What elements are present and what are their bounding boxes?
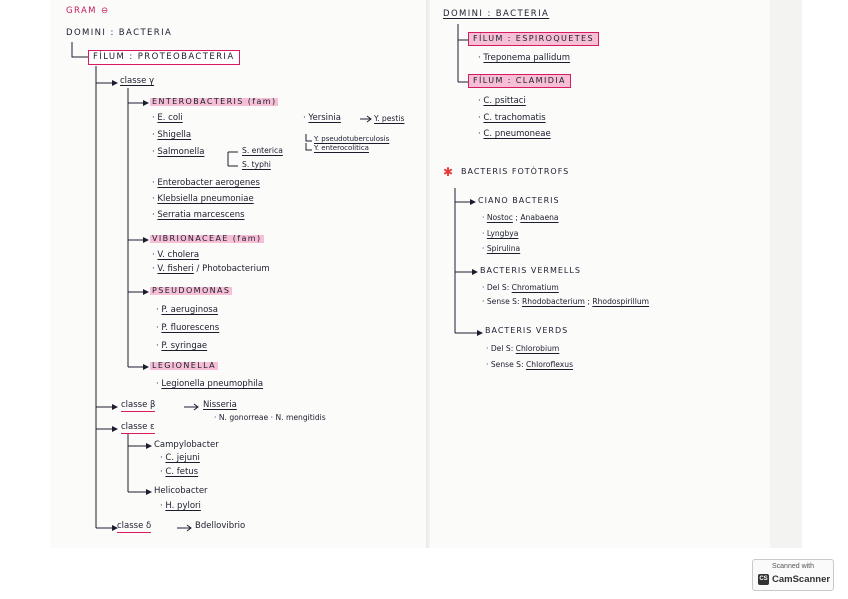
vibrionaceae-title: VIBRIONACEAE (fam) — [152, 234, 262, 243]
right-phylum-branches — [458, 24, 468, 82]
salmonella-species-1: S. enterica — [242, 146, 283, 155]
helico-species-1: · H. pylori — [160, 501, 201, 511]
class-branches — [96, 83, 112, 528]
camscanner-logo-icon: CS — [758, 574, 769, 585]
verds-row-2: · Sense S: Chloroflexus — [486, 360, 574, 369]
gamma-branches — [128, 103, 143, 367]
camscanner-badge — [752, 559, 834, 591]
clam-item-1: · C. psittaci — [478, 96, 526, 106]
asterisk-icon: ✱ — [443, 165, 454, 179]
class-delta: classe δ — [117, 521, 152, 531]
class-beta: classe β — [121, 400, 156, 410]
class-gamma: classe γ — [120, 76, 155, 86]
entero-other-2: · Klebsiella pneumoniae — [152, 194, 254, 204]
beta-genus: Nisseria — [203, 400, 237, 410]
entero-item-3: · Salmonella — [152, 147, 205, 157]
yersinia-species-3: Y. enterocolitica — [314, 144, 369, 152]
salmonella-bracket — [228, 152, 238, 166]
scanned-with-label: Scanned with — [771, 563, 815, 570]
phylum-clamidia: FÍLUM : CLAMIDIA — [468, 74, 571, 88]
yersinia-genus: · Yersinia — [303, 113, 341, 123]
helicobacter: Helicobacter — [154, 486, 208, 496]
clam-item-3: · C. pneumoneae — [478, 129, 551, 139]
verds-label: BACTERIS VERDS — [485, 326, 569, 335]
clam-item-2: · C. trachomatis — [478, 113, 546, 123]
ciano-label: CIANO BACTERIS — [478, 196, 560, 205]
ciano-item-1: · Nostoc ; Anabaena — [482, 213, 559, 222]
delta-genus: Bdellovibrio — [195, 521, 246, 531]
vermells-row-1: · Del S: Chromatium — [482, 283, 559, 292]
domain-phylum-connector — [72, 42, 88, 57]
legionella-title: LEGIONELLA — [152, 361, 216, 370]
campy-species-1: · C. jejuni — [160, 453, 200, 463]
fototrofs-branches — [455, 188, 477, 333]
pseudomonas-title: PSEUDOMONAS — [152, 286, 231, 295]
entero-other-3: · Serratia marcescens — [152, 210, 245, 220]
pseudo-item-1: · P. aeruginosa — [156, 305, 218, 315]
ciano-item-2: · Lyngbya — [482, 229, 519, 238]
phylum-espiroquetes: FÍLUM : ESPIROQUETES — [468, 32, 599, 46]
vermells-label: BACTERIS VERMELLS — [480, 266, 581, 275]
spiro-item-1: · Treponema pallidum — [478, 53, 571, 63]
yersinia-species-2: Y. pseudotuberculosis — [314, 135, 390, 143]
campylobacter: Campylobacter — [154, 440, 219, 450]
right-domain-label: DOMINI : BACTERIA — [443, 9, 550, 19]
vermells-row-2: · Sense S: Rhodobacterium ; Rhodospirillum — [482, 297, 650, 306]
ciano-item-3: · Spirulina — [482, 244, 521, 253]
enterobacteris-title: ENTEROBACTERIS (fam) — [152, 97, 277, 106]
legion-item-1: · Legionella pneumophila — [156, 379, 264, 389]
salmonella-species-2: S. typhi — [242, 160, 271, 169]
pseudo-item-2: · P. fluorescens — [156, 323, 220, 333]
campy-species-2: · C. fetus — [160, 467, 199, 477]
camscanner-brand: CamScanner — [772, 574, 831, 585]
entero-item-2: · Shigella — [152, 130, 192, 140]
verds-row-1: · Del S: Chlorobium — [486, 344, 560, 353]
entero-other-1: · Enterobacter aerogenes — [152, 178, 260, 188]
vibrio-item-1: · V. cholera — [152, 250, 200, 260]
class-epsilon: classe ε — [121, 422, 155, 432]
phylum-proteobacteria: FÍLUM : PROTEOBACTERIA — [88, 50, 240, 65]
fototrofs-title: BACTERIS FOTÒTROFS — [461, 167, 570, 176]
domain-label: DOMINI : BACTERIA — [66, 28, 173, 38]
yersinia-hooks — [306, 134, 312, 150]
entero-item-1: · E. coli — [152, 113, 183, 123]
vibrio-item-2: · V. fisheri / Photobacterium — [152, 264, 270, 274]
yersinia-species-1: Y. pestis — [374, 114, 405, 123]
beta-species: · N. gonorreae · N. mengitidis — [214, 413, 326, 422]
gram-header: GRAM ⊖ — [66, 6, 110, 16]
pseudo-item-3: · P. syringae — [156, 341, 208, 351]
epsilon-branches — [128, 434, 146, 492]
